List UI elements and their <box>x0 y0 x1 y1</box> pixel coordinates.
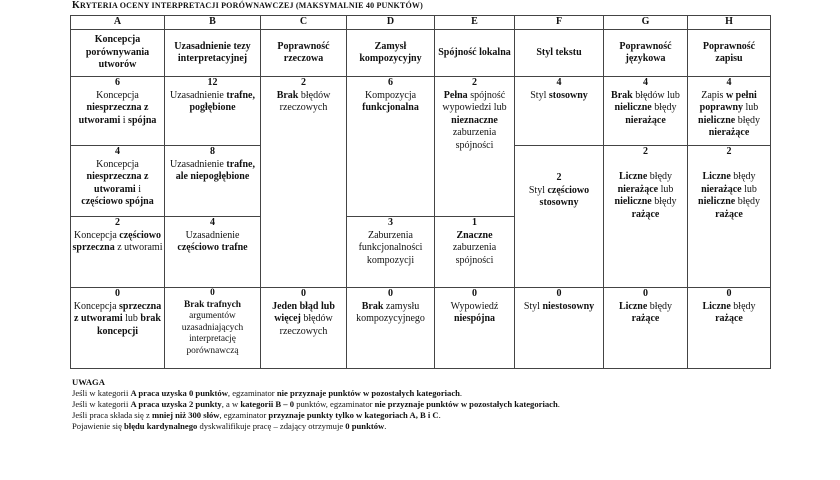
column-header: Spójność lokalna <box>435 30 515 77</box>
cell-a-4: 4 Koncepcja niesprzeczna z utworami i częściowo spójna <box>71 146 165 217</box>
column-letter: D <box>347 16 435 30</box>
cell-g-2: 2 Liczne błędy nierażące lub nieliczne błędy rażące <box>604 146 688 288</box>
note-line: Jeśli w kategorii A praca uzyska 0 punktów, egzaminator nie przyznaje punktów w pozostałych kategoriach. <box>72 388 463 398</box>
document-title: KRYTERIA OCENY INTERPRETACJI PORÓWNAWCZEJ (MAKSYMALNIE 40 PUNKTÓW) <box>72 0 423 11</box>
cell-b-0: 0 Brak trafnych argumentów uzasadniających interpretację porównawczą <box>165 288 261 369</box>
column-header: Styl tekstu <box>515 30 604 77</box>
cell-c-2: 2 Brak błędów rzeczowych <box>261 77 347 288</box>
column-letter: F <box>515 16 604 30</box>
cell-a-2: 2 Koncepcja częściowo sprzeczna z utworami <box>71 217 165 288</box>
column-headers-row <box>71 30 771 77</box>
table-row <box>71 288 771 369</box>
column-header: Koncepcja porównywania utworów <box>71 30 165 77</box>
notes-section <box>72 377 560 432</box>
notes-heading: UWAGA <box>72 377 105 387</box>
column-letters-row <box>71 16 771 30</box>
column-header: Poprawność zapisu <box>688 30 771 77</box>
column-letter: C <box>261 16 347 30</box>
cell-e-0: 0 Wypowiedź niespójna <box>435 288 515 369</box>
column-letter: B <box>165 16 261 30</box>
note-line: Jeśli praca składa się z mniej niż 300 słów, egzaminator przyznaje punkty tylko w kategoriach A, B i C. <box>72 410 441 420</box>
cell-f-2: 2 Styl częściowo stosowny <box>515 146 604 288</box>
note-line: Pojawienie się błędu kardynalnego dyskwalifikuje pracę – zdający otrzymuje 0 punktów. <box>72 421 387 431</box>
cell-h-0: 0 Liczne błędy rażące <box>688 288 771 369</box>
column-header: Poprawność językowa <box>604 30 688 77</box>
cell-d-0: 0 Brak zamysłu kompozycyjnego <box>347 288 435 369</box>
column-header: Zamysł kompozycyjny <box>347 30 435 77</box>
cell-d-3: 3 Zaburzenia funkcjonalności kompozycji <box>347 217 435 288</box>
column-letter: A <box>71 16 165 30</box>
column-header: Poprawność rzeczowa <box>261 30 347 77</box>
criteria-table <box>70 15 771 369</box>
cell-e-2: 2 Pełna spójność wypowiedzi lub nieznaczne zaburzenia spójności <box>435 77 515 217</box>
table-row <box>71 77 771 146</box>
column-letter: G <box>604 16 688 30</box>
cell-h-4: 4 Zapis w pełni poprawny lub nieliczne błędy nierażące <box>688 77 771 146</box>
cell-d-6: 6 Kompozycja funkcjonalna <box>347 77 435 217</box>
cell-g-4: 4 Brak błędów lub nieliczne błędy nierażące <box>604 77 688 146</box>
cell-a-6: 6 Koncepcja niesprzeczna z utworami i spójna <box>71 77 165 146</box>
column-letter: H <box>688 16 771 30</box>
cell-b-12: 12 Uzasadnienie trafne, pogłębione <box>165 77 261 146</box>
cell-a-0: 0 Koncepcja sprzeczna z utworami lub brak koncepcji <box>71 288 165 369</box>
column-letter: E <box>435 16 515 30</box>
cell-b-8: 8 Uzasadnienie trafne, ale niepogłębione <box>165 146 261 217</box>
cell-f-4: 4 Styl stosowny <box>515 77 604 146</box>
cell-c-0: 0 Jeden błąd lub więcej błędów rzeczowych <box>261 288 347 369</box>
cell-h-2: 2 Liczne błędy nierażące lub nieliczne błędy rażące <box>688 146 771 288</box>
column-header: Uzasadnienie tezy interpretacyjnej <box>165 30 261 77</box>
cell-b-4: 4 Uzasadnienie częściowo trafne <box>165 217 261 288</box>
cell-f-0: 0 Styl niestosowny <box>515 288 604 369</box>
cell-g-0: 0 Liczne błędy rażące <box>604 288 688 369</box>
note-line: Jeśli w kategorii A praca uzyska 2 punkty, a w kategorii B – 0 punktów, egzaminator nie przyznaje punktów w pozostałych kategoriach. <box>72 399 560 409</box>
cell-e-1: 1 Znaczne zaburzenia spójności <box>435 217 515 288</box>
